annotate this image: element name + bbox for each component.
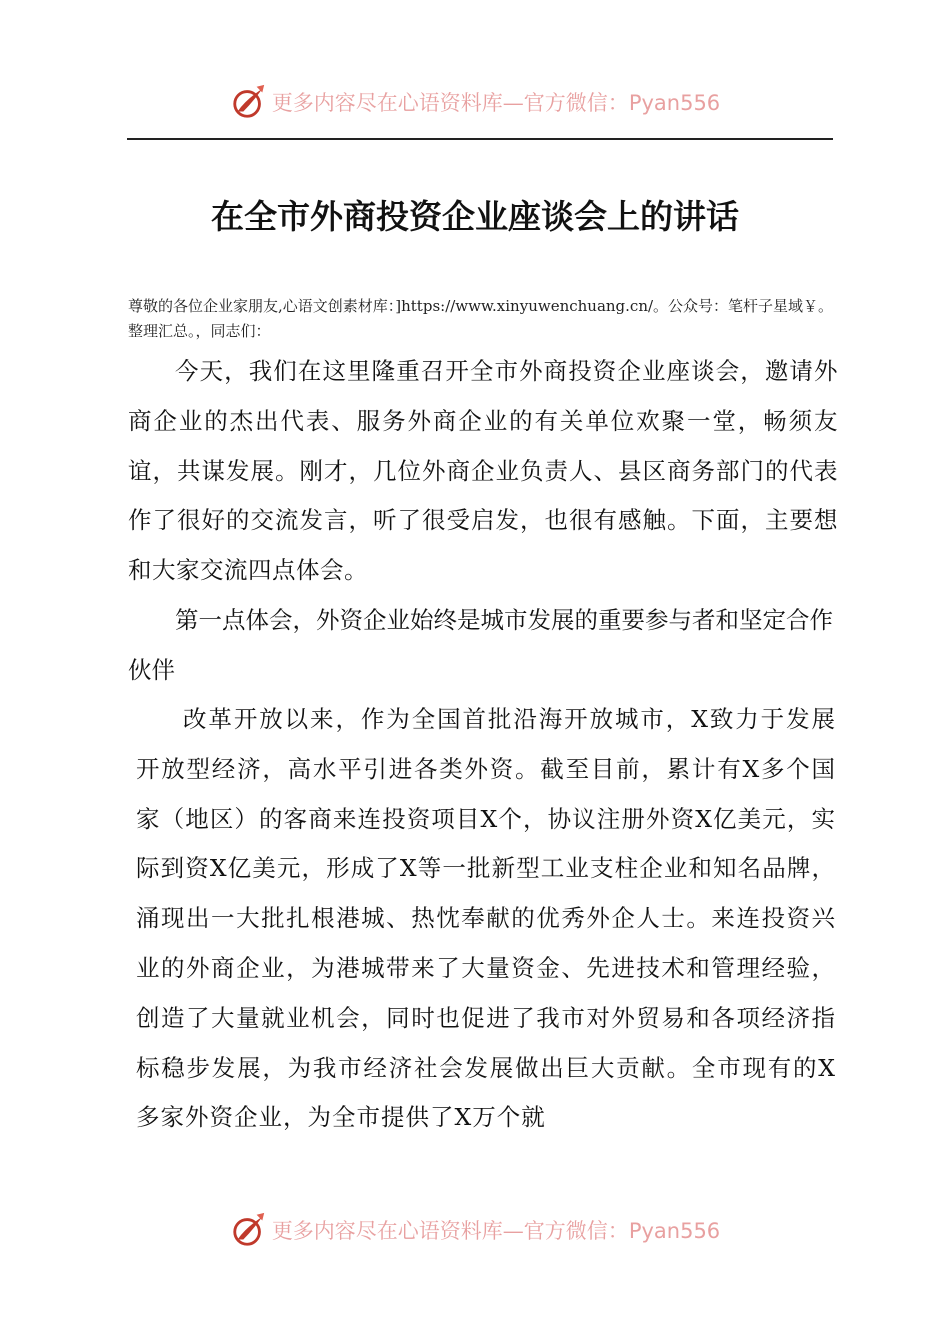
footer-banner [0, 1210, 950, 1250]
header-banner [0, 82, 950, 122]
salutation-line: 尊敬的各位企业家朋友,心语文创素材库：]https://www.xinyuwenchuang.cn/。公众号：笔杆子星域￥。整理汇总。，同志们： [128, 297, 834, 340]
paragraph-opening: 今天，我们在这里隆重召开全市外商投资企业座谈会，邀请外商企业的杰出代表、服务外商企业的有关单位欢聚一堂，畅须友谊，共谋发展。刚才，几位外商企业负责人、县区商务部门的代表作了很好的交流发言，听了很受启发，也很有感触。下面，主要想和大家交流四点体会。 [128, 357, 838, 585]
pen-logo-icon [230, 1211, 268, 1249]
footer-banner-text: 更多内容尽在心语资料库—官方微信：Pyan556 [271, 1219, 721, 1243]
section-heading-1: 第一点体会，外资企业始终是城市发展的重要参与者和坚定合作伙伴 [128, 606, 833, 684]
document-title: 在全市外商投资企业座谈会上的讲话 [211, 197, 739, 236]
pen-logo-icon [230, 83, 268, 121]
footer-banner-id: Pyan556 [628, 1219, 721, 1243]
header-banner-id: Pyan556 [628, 91, 721, 115]
paragraph-section-1: 改革开放以来，作为全国首批沿海开放城市，X致力于发展开放型经济，高水平引进各类外资。截至目前，累计有X多个国家（地区）的客商来连投资项目X个，协议注册外资X亿美元，实际到资X亿美元，形成了X等一批新型工业支柱企业和知名品牌，涌现出一大批扎根港城、热忱奉献的优秀外企人士。来连投资兴业的外商企业，为港城带来了大量资金、先进技术和管理经验，创造了大量就业机会，同时也促进了我市对外贸易和各项经济指标稳步发展，为我市经济社会发展做出巨大贡献。全市现有的X多家外资企业，为全市提供了X万个就 [136, 705, 836, 1132]
header-divider [127, 138, 833, 140]
header-banner-text: 更多内容尽在心语资料库—官方微信：Pyan556 [271, 91, 721, 115]
